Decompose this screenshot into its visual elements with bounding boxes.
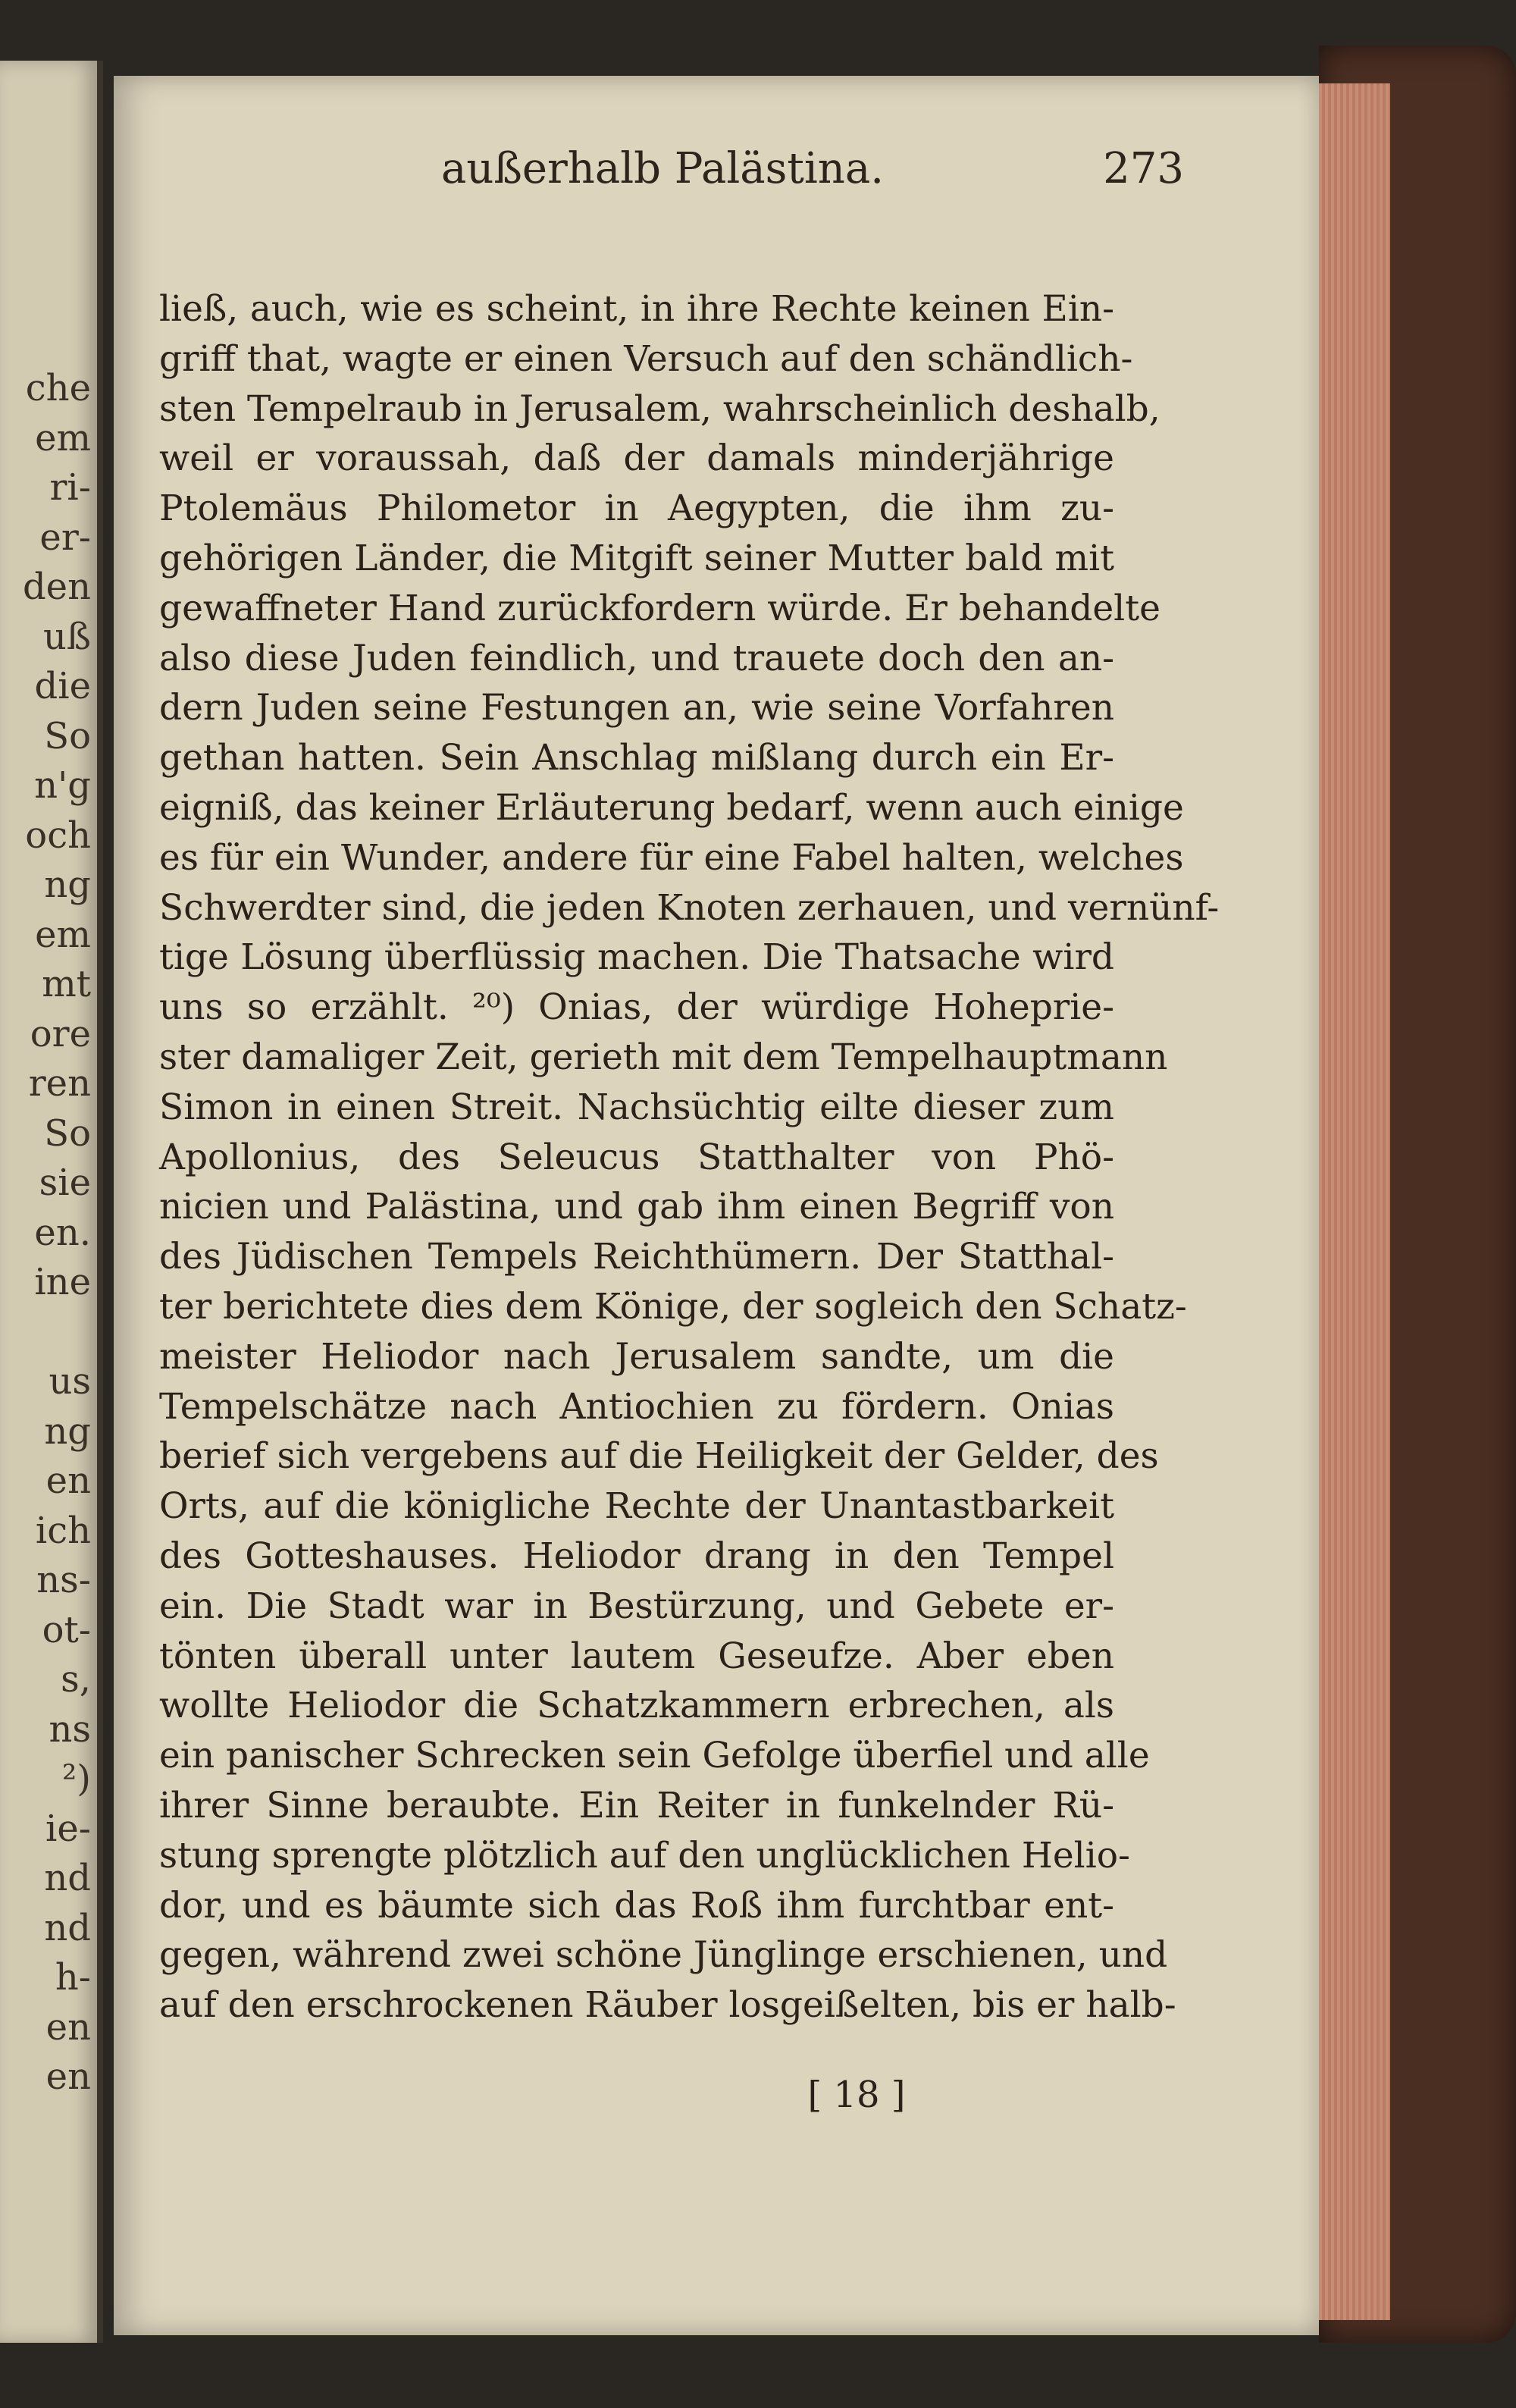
text-line: es für ein Wunder, andere für eine Fabel halten, welches [159, 836, 1184, 879]
text-line: Ptolemäus Philometor in Aegypten, die ihm zu- [159, 488, 1114, 530]
prev-page-fragment: So [44, 1112, 91, 1155]
text-line: uns so erzählt. ²⁰) Onias, der würdige Hoheprie- [159, 986, 1114, 1029]
prev-page-fragment: em [35, 416, 91, 459]
prev-page-fragment: uß [43, 615, 91, 658]
text-line: tige Lösung überflüssig machen. Die Thatsache wird [159, 936, 1114, 979]
prev-page-fragment: en. [34, 1211, 91, 1254]
prev-page-fragment: ng [44, 1409, 91, 1453]
prev-page-fragment: ²) [62, 1757, 91, 1800]
prev-page-fragment: ns [49, 1707, 91, 1751]
prev-page-fragment: us [49, 1360, 91, 1403]
text-line: gegen, während zwei schöne Jünglinge erschienen, und [159, 1934, 1168, 1977]
text-line: auf den erschrockenen Räuber losgeißelten, bis er halb- [159, 1984, 1176, 2027]
text-line: Simon in einen Streit. Nachsüchtig eilte dieser zum [159, 1086, 1114, 1128]
text-line: sten Tempelraub in Jerusalem, wahrscheinlich deshalb, [159, 387, 1160, 430]
text-line: berief sich vergebens auf die Heiligkeit der Gelder, des [159, 1435, 1159, 1478]
prev-page-fragment: er- [39, 516, 91, 559]
previous-page-edge [0, 61, 103, 2343]
text-line: ein panischer Schrecken sein Gefolge überfiel und alle [159, 1735, 1150, 1777]
prev-page-fragment: mt [42, 963, 91, 1005]
text-line: nicien und Palästina, und gab ihm einen Begriff von [159, 1186, 1114, 1228]
running-title: außerhalb Palästina. [441, 144, 885, 193]
text-line: also diese Juden feindlich, und trauete doch den an- [159, 637, 1114, 679]
prev-page-fragment: en [45, 1460, 91, 1502]
prev-page-fragment: ren [28, 1062, 91, 1105]
text-line: wollte Heliodor die Schatzkammern erbrechen, als [159, 1685, 1114, 1727]
text-line: weil er voraussah, daß der damals minderjährige [159, 437, 1114, 480]
prev-page-fragment: en [45, 2005, 91, 2049]
prev-page-fragment: ie- [45, 1807, 91, 1850]
text-line: Schwerdter sind, die jeden Knoten zerhauen, und vernünf- [159, 886, 1220, 929]
text-line: eigniß, das keiner Erläuterung bedarf, wenn auch einige [159, 786, 1184, 829]
prev-page-fragment: ns- [36, 1559, 91, 1601]
prev-page-fragment: So [44, 714, 91, 757]
text-line: tönten überall unter lautem Geseufze. Aber eben [159, 1635, 1114, 1677]
text-line: gethan hatten. Sein Anschlag mißlang durch ein Er- [159, 737, 1114, 779]
prev-page-fragment: ri- [49, 466, 91, 509]
prev-page-fragment: h- [55, 1956, 91, 1999]
text-line: griff that, wagte er einen Versuch auf den schändlich- [159, 337, 1133, 380]
text-line: gewaffneter Hand zurückfordern würde. Er behandelte [159, 587, 1160, 629]
previous-page-text-fragments [6, 364, 91, 2102]
body-text [159, 284, 1220, 2030]
prev-page-fragment: en [45, 2055, 91, 2098]
page-number: 273 [1103, 144, 1184, 193]
text-line: ließ, auch, wie es scheint, in ihre Rechte keinen Ein- [159, 288, 1114, 330]
text-line: des Jüdischen Tempels Reichthümern. Der Statthal- [159, 1236, 1114, 1278]
text-line: dor, und es bäumte sich das Roß ihm furchtbar ent- [159, 1884, 1114, 1927]
text-line: meister Heliodor nach Jerusalem sandte, um die [159, 1335, 1114, 1378]
prev-page-fragment: ine [34, 1261, 91, 1303]
prev-page-fragment: ng [44, 864, 91, 906]
text-line: ihrer Sinne beraubte. Ein Reiter in funkelnder Rü- [159, 1784, 1114, 1826]
prev-page-fragment [6, 1308, 91, 1358]
text-line: ter berichtete dies dem Könige, der sogleich den Schatz- [159, 1285, 1187, 1328]
signature-mark: [ 18 ] [807, 2074, 906, 2116]
prev-page-fragment: nd [44, 1906, 91, 1949]
prev-page-fragment: och [25, 814, 91, 857]
prev-page-fragment: ot- [42, 1608, 91, 1651]
text-line: des Gotteshauses. Heliodor drang in den Tempel [159, 1535, 1114, 1577]
prev-page-fragment: ich [35, 1509, 91, 1552]
prev-page-fragment: n'g [34, 764, 91, 807]
page-header [327, 144, 1184, 212]
text-line: gehörigen Länder, die Mitgift seiner Mutter bald mit [159, 537, 1114, 579]
prev-page-fragment: sie [39, 1162, 91, 1204]
prev-page-fragment: s, [61, 1658, 91, 1701]
text-line: ster damaliger Zeit, gerieth mit dem Tempelhauptmann [159, 1036, 1168, 1078]
text-line: dern Juden seine Festungen an, wie seine Vorfahren [159, 687, 1114, 729]
prev-page-fragment: die [34, 665, 91, 707]
text-line: Orts, auf die königliche Rechte der Unantastbarkeit [159, 1485, 1114, 1528]
prev-page-fragment: den [22, 566, 91, 608]
prev-page-fragment: che [25, 367, 91, 409]
prev-page-fragment: ore [30, 1012, 91, 1055]
text-line: ein. Die Stadt war in Bestürzung, und Gebete er- [159, 1585, 1114, 1627]
text-line: Tempelschätze nach Antiochien zu fördern. Onias [159, 1385, 1114, 1428]
prev-page-fragment: nd [44, 1857, 91, 1899]
prev-page-fragment: em [35, 913, 91, 956]
text-line: stung sprengte plötzlich auf den unglücklichen Helio- [159, 1834, 1130, 1877]
text-line: Apollonius, des Seleucus Statthalter von Phö- [159, 1136, 1114, 1178]
